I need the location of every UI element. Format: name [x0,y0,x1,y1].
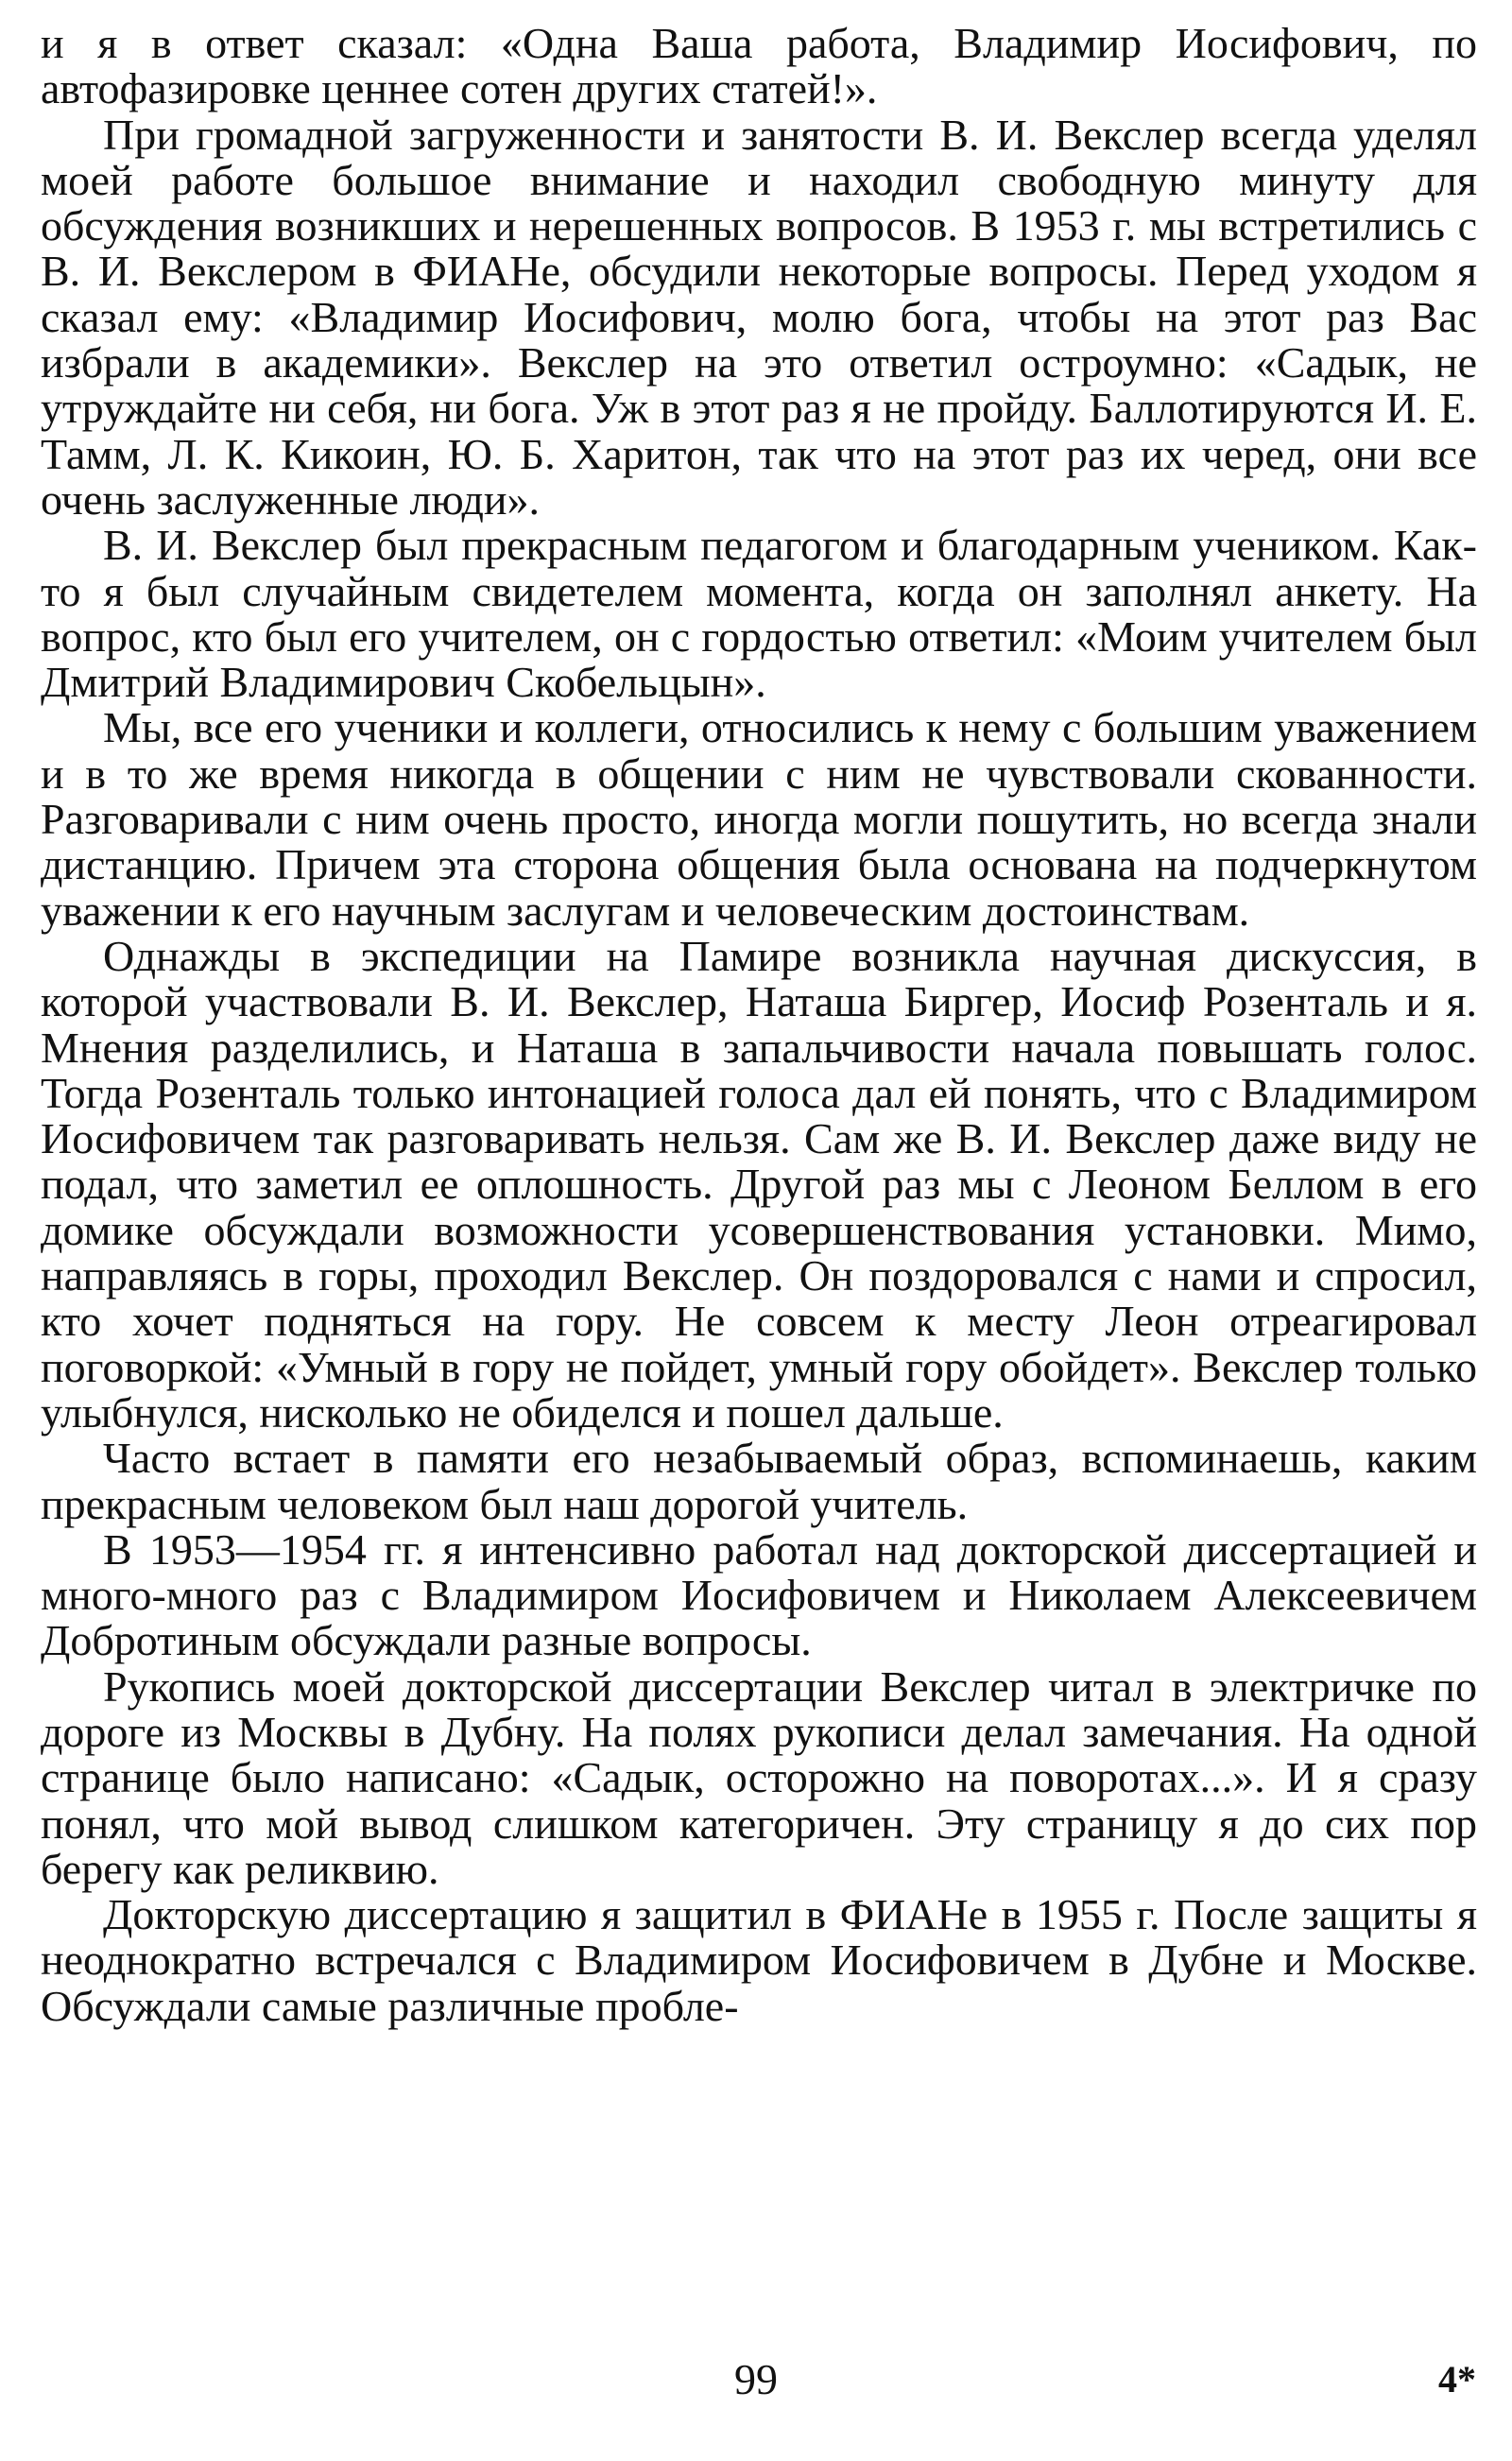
paragraph: В. И. Векслер был прекрасным педагогом и благодарным учеником. Как-то я был случайным свидетелем момента, когда он заполнял анкету. На вопрос, кто был его учителем, он с гордостью ответил: «Моим учителем был Дмитрий Владимирович Скобельцын». [41,521,1477,707]
paragraph: Однажды в экспедиции на Памире возникла научная дискуссия, в которой участвовали В. И. Векслер, Наташа Биргер, Иосиф Розенталь и я. Мнения разделились, и Наташа в запальчивости начала повышать голос. Тогда Розенталь только интонацией голоса дал ей понять, что с Владимиром Иосифовичем так разговаривать нельзя. Сам же В. И. Векслер даже виду не подал, что заметил ее оплошность. Другой раз мы с Леоном Беллом в его домике обсуждали возможности усовершенствования установки. Мимо, направляясь в горы, проходил Векслер. Он поздоровался с нами и спросил, кто хочет подняться на гору. Не совсем к месту Леон отреагировал поговоркой: «Умный в гору не пойдет, умный гору обойдет». Векслер только улыбнулся, нисколько не обиделся и пошел дальше. [41,931,1477,1437]
paragraph: В 1953—1954 гг. я интенсивно работал над докторской диссертацией и много-много раз с Владимиром Иосифовичем и Николаем Алексеевичем Добротиным обсуждали разные вопросы. [41,1524,1477,1665]
paragraph: Рукопись моей докторской диссертации Векслер читал в электричке по дороге из Москвы в Дубну. На полях рукописи делал замечания. На одной странице было написано: «Садык, осторожно на поворотах...». И я сразу понял, что мой вывод слишком категоричен. Эту страницу я до сих пор берегу как реликвию. [41,1661,1477,1893]
paragraph: При громадной загруженности и занятости В. И. Векслер всегда уделял моей работе большое внимание и находил свободную минуту для обсуждения возникших и нерешенных вопросов. В 1953 г. мы встретились с В. И. Векслером в ФИАНе, обсудили некоторые вопросы. Перед уходом я сказал ему: «Владимир Иосифович, молю бога, чтобы на этот раз Вас избрали в академики». Векслер на это ответил остроумно: «Садык, не утруждайте ни себя, ни бога. Уж в этот раз я не пройду. Баллотируются И. Е. Тамм, Л. К. Кикоин, Ю. Б. Харитон, так что на этот раз их черед, они все очень заслуженные люди». [41,110,1477,524]
page-number: 99 [734,2355,778,2403]
paragraph: Часто встает в памяти его незабываемый образ, вспоминаешь, каким прекрасным человеком был наш дорогой учитель. [41,1434,1477,1528]
paragraph: Докторскую диссертацию я защитил в ФИАНе в 1955 г. После защиты я неоднократно встречался с Владимиром Иосифовичем в Дубне и Москве. Обсуждали самые различные пробле- [41,1890,1477,2030]
body-text [41,21,1477,2029]
paragraph: Мы, все его ученики и коллеги, относились к нему с большим уважением и в то же время никогда в общении с ним не чувствовали скованности. Разговаривали с ним очень просто, иногда могли пошутить, но всегда знали дистанцию. Причем эта сторона общения была основана на подчеркнутом уважении к его научным заслугам и человеческим достоинствам. [41,703,1477,935]
paragraph-continuation: и я в ответ сказал: «Одна Ваша работа, Владимир Иосифович, по автофазировке ценнее сотен других статей!». [41,19,1477,113]
signature-mark: 4* [1438,2358,1476,2401]
